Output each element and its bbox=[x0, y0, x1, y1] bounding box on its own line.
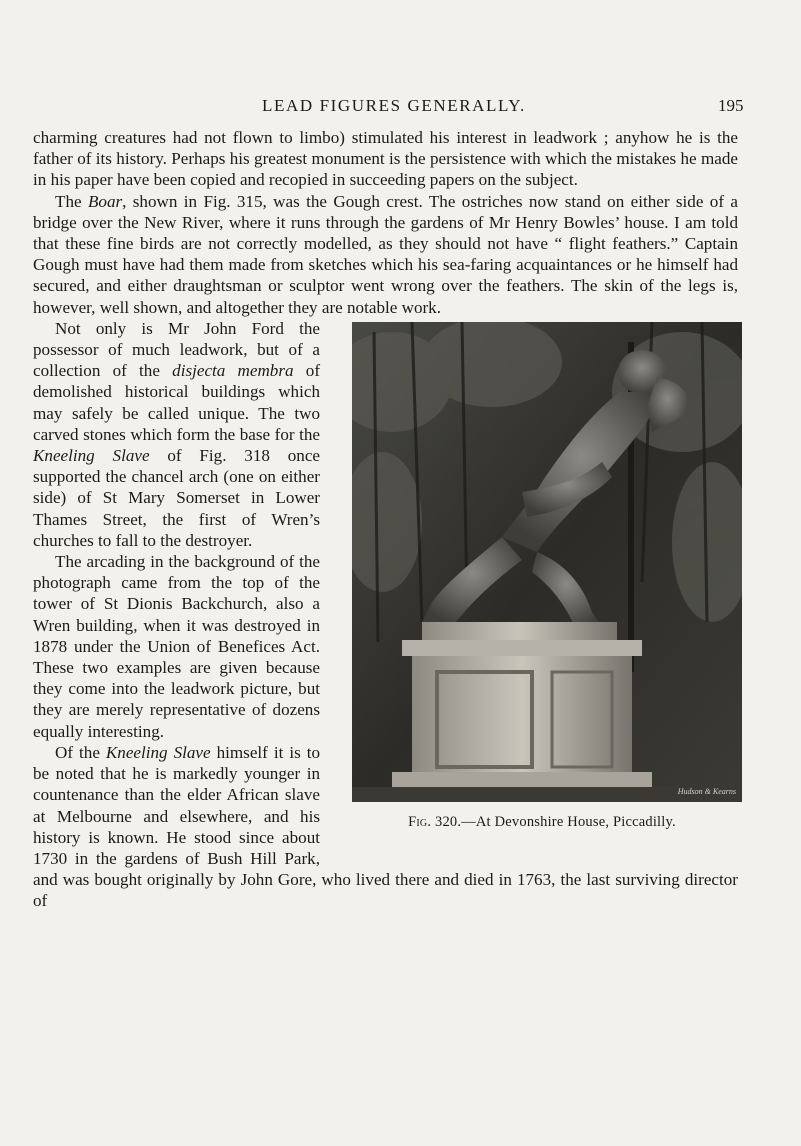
page-header bbox=[0, 96, 801, 120]
italic-title-boar: Boar bbox=[87, 191, 123, 211]
italic-title-kneeling-slave: Kneeling Slave bbox=[33, 446, 150, 466]
statue-photograph-drawing bbox=[352, 322, 742, 802]
paragraph-2 bbox=[33, 191, 738, 318]
paragraph-4: The arcading in the background of the photograph came from the top of the tower of St Dionis Backchurch, also a Wren building, when it was destroyed in 1878 under the Union of Benefices Act. These two examples are given because they come into the leadwork picture, but they are merely representative of dozens equally interesting. bbox=[33, 552, 320, 741]
running-title: LEAD FIGURES GENERALLY. bbox=[262, 96, 526, 115]
text-run: of demolished historical buildings which may safely be called unique. The two carved stones which form the base for the bbox=[33, 361, 321, 444]
text-run: Of the bbox=[55, 742, 106, 762]
paragraph-1: charming creatures had not flown to limbo) stimulated his interest in leadwork ; anyhow he is the father of its history. Perhaps his greatest monument is the persistence with which the mistakes he made in his paper have been copied and recopied in succeeding papers on the subject. bbox=[33, 128, 738, 190]
caption-text: —At Devonshire House, Piccadilly. bbox=[461, 813, 676, 830]
caption-label: Fig. 320. bbox=[408, 813, 462, 830]
text-run: Not only is Mr John Ford the possessor of much leadwork, but of a collection of the bbox=[33, 318, 320, 381]
figure-320 bbox=[332, 322, 752, 844]
body-text bbox=[33, 127, 738, 912]
italic-title-kneeling-slave: Kneeling Slave bbox=[105, 742, 211, 762]
photographer-mark: Hudson & Kearns bbox=[677, 786, 736, 796]
figure-caption bbox=[332, 812, 752, 833]
text-run: of Fig. 318 once supported the chancel arch (one on either side) of St Mary Somerset in Lower Thames Street, the first of Wren’s churches to fall to the destroyer. bbox=[33, 446, 320, 550]
statue-photograph-icon bbox=[352, 322, 742, 802]
page-number: 195 bbox=[718, 96, 744, 115]
text-run: himself it is to be noted that he is markedly younger in countenance than the elder African slave at Melbourne and elsewhere, and his history is known. He stood since about 1730 in the gardens of Bush Hill Park, and was bought originally by John Gore, who lived there and died in 1763, the last surviving director of bbox=[33, 742, 738, 911]
italic-disjecta-membra: disjecta membra bbox=[172, 361, 294, 381]
text-run: , shown in Fig. 315, was the Gough crest. The ostriches now stand on either side of a bridge over the New River, where it runs through the gardens of Mr Henry Bowles’ house. I am told that these fine birds are not correctly modelled, as they should not have “ flight feathers.” Captain Gough must have had them made from sketches which his sea-faring acquaintances or he himself had secured, and either draughtsman or sculptor went wrong over the feathers. The skin of the legs is, however, well shown, and altogether they are notable work. bbox=[33, 191, 738, 317]
text-run: The bbox=[55, 191, 88, 211]
